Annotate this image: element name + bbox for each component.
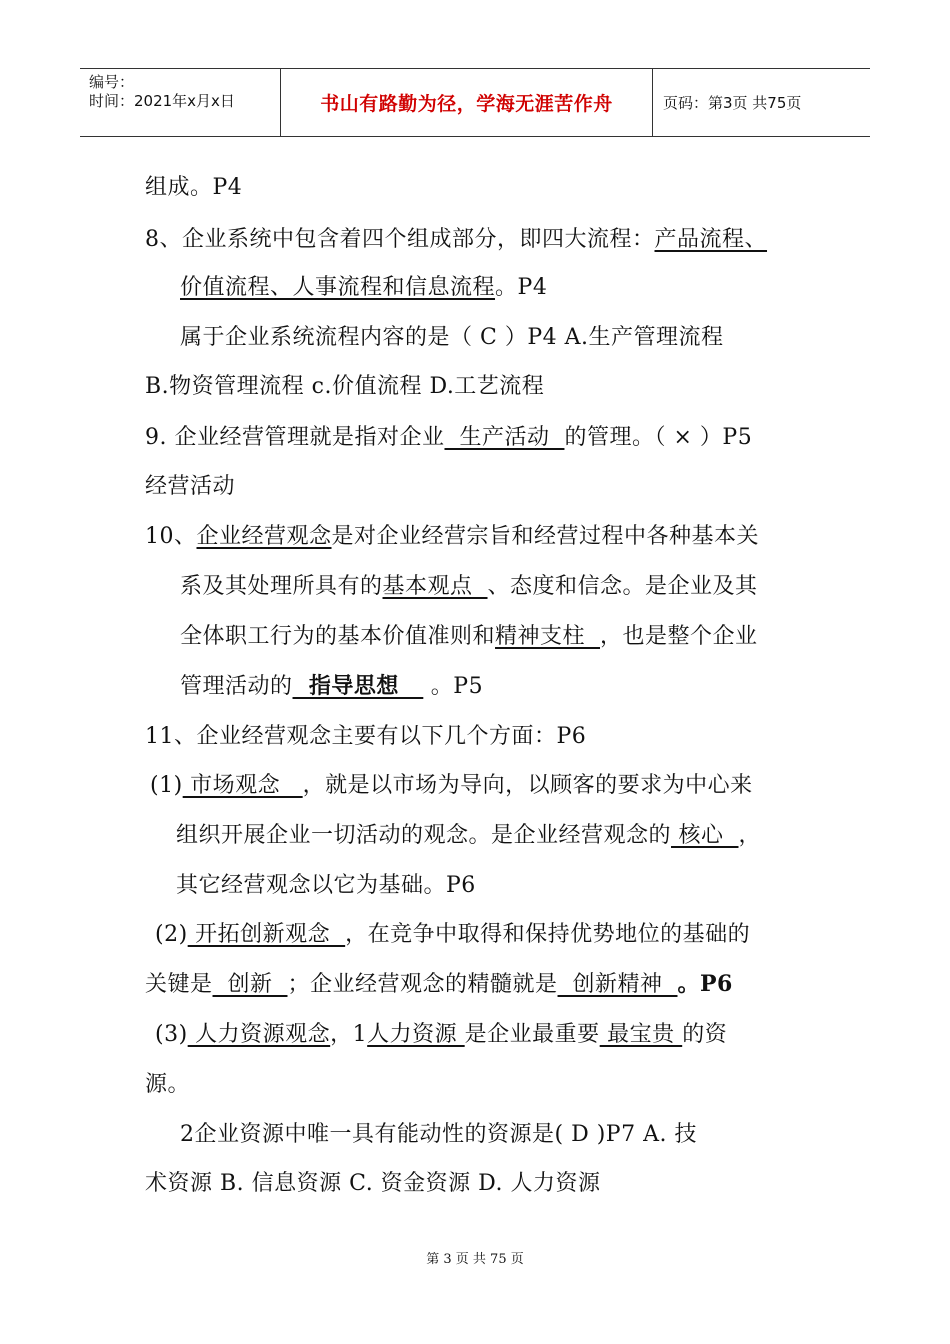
text-line-12: 11、企业经营观念主要有以下几个方面：P6: [145, 724, 587, 749]
text-line-1: 组成。P4: [145, 175, 243, 200]
text-line-9: 系及其处理所具有的基本观点 、态度和信念。是企业及其: [180, 574, 758, 599]
text-line-2: 8、企业系统中包含着四个组成部分，即四大流程：产品流程、: [145, 227, 768, 252]
header-motto: 书山有路勤为径，学海无涯苦作舟: [281, 69, 653, 136]
number-label: 编号：: [89, 73, 135, 91]
text-line-18: (3) 人力资源观念，1人力资源 是企业最重要 最宝贵 的资: [155, 1022, 728, 1047]
text-line-15: 其它经营观念以它为基础。P6: [176, 873, 476, 898]
time-label: 时间：2021年x月x日: [89, 92, 235, 110]
text-line-6: 9. 企业经营管理就是指对企业 生产活动 的管理。（ × ）P5: [145, 425, 753, 450]
text-line-4: 属于企业系统流程内容的是（ C ）P4 A.生产管理流程: [180, 325, 724, 350]
text-line-19: 源。: [145, 1072, 191, 1097]
page-footer: 第 3 页 共 75 页: [426, 1252, 524, 1267]
page-header: [80, 68, 870, 137]
text-line-17: 关键是 创新 ；企业经营观念的精髓就是 创新精神 。P6: [145, 971, 733, 997]
header-meta: [80, 69, 281, 136]
text-line-10: 全体职工行为的基本价值准则和精神支柱 ，也是整个企业: [180, 624, 758, 649]
text-line-21: 术资源 B. 信息资源 C. 资金资源 D. 人力资源: [145, 1171, 601, 1196]
text-line-11: 管理活动的 指导思想 。P5: [180, 673, 484, 699]
text-line-7: 经营活动: [145, 474, 236, 499]
text-line-13: (1) 市场观念 ，就是以市场为导向，以顾客的要求为中心来: [150, 773, 753, 798]
text-line-3: 价值流程、人事流程和信息流程。P4: [180, 275, 548, 300]
text-line-16: (2) 开拓创新观念 ，在竞争中取得和保持优势地位的基础的: [155, 922, 751, 947]
text-line-8: 10、企业经营观念是对企业经营宗旨和经营过程中各种基本关: [145, 524, 760, 549]
header-page-label: 页码：第3页 共75页: [663, 94, 802, 112]
text-line-14: 组织开展企业一切活动的观念。是企业经营观念的 核心 ，: [176, 823, 762, 848]
text-line-20: 2企业资源中唯一具有能动性的资源是( D )P7 A. 技: [180, 1122, 697, 1147]
text-line-5: B.物资管理流程 c.价值流程 D.工艺流程: [145, 374, 545, 399]
